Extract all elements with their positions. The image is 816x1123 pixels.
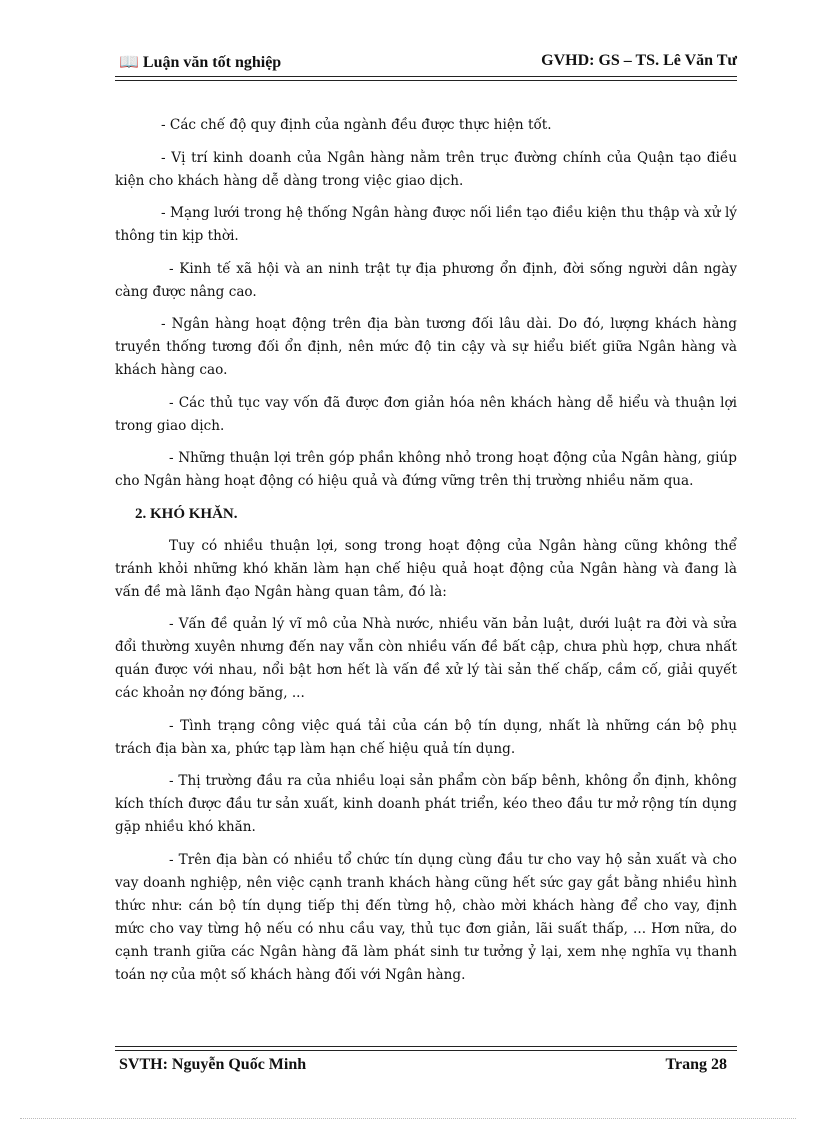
paragraph: - Thị trường đầu ra của nhiều loại sản phẩm còn bấp bênh, không ổn định, không kích thích được đầu tư sản xuất, kinh doanh phát triển, kéo theo đầu tư mở rộng tín dụng gặp nhiều khó khăn. xyxy=(115,773,737,835)
section-heading: 2. KHÓ KHĂN. xyxy=(135,505,238,522)
paragraph: - Vị trí kinh doanh của Ngân hàng nằm trên trục đường chính của Quận tạo điều kiện cho khách hàng dễ dàng trong việc giao dịch. xyxy=(115,149,737,189)
paragraph: - Tình trạng công việc quá tải của cán bộ tín dụng, nhất là những cán bộ phụ trách địa bàn xa, phức tạp làm hạn chế hiệu quả tín dụng. xyxy=(115,717,737,757)
page-body xyxy=(115,114,737,996)
paragraph: - Các chế độ quy định của ngành đều được thực hiện tốt. xyxy=(161,117,552,133)
header-title: Luận văn tốt nghiệp xyxy=(142,54,282,71)
footer-author: SVTH: Nguyễn Quốc Minh xyxy=(119,1056,307,1073)
header-rule-thick xyxy=(115,76,737,77)
paragraph: - Vấn đề quản lý vĩ mô của Nhà nước, nhiều văn bản luật, dưới luật ra đời và sửa đổi thường xuyên nhưng đến nay vẫn còn nhiều vấn đề bất cập, chưa phù hợp, chưa nhất quán được với nhau, nổi bật hơn hết là vấn đề xử lý tài sản thế chấp, cầm cố, giải quyết các khoản nợ đóng băng, ... xyxy=(115,616,737,701)
page-header xyxy=(115,52,737,72)
paragraph: - Các thủ tục vay vốn đã được đơn giản hóa nên khách hàng dễ hiểu và thuận lợi trong giao dịch. xyxy=(115,394,737,434)
header-left xyxy=(119,52,281,72)
page-footer xyxy=(115,1056,737,1078)
paragraph: - Ngân hàng hoạt động trên địa bàn tương đối lâu dài. Do đó, lượng khách hàng truyền thống tương đối ổn định, nên mức độ tin cậy và sự hiểu biết giữa Ngân hàng và khách hàng cao. xyxy=(115,316,737,378)
paragraph: - Kinh tế xã hội và an ninh trật tự địa phương ổn định, đời sống người dân ngày càng được nâng cao. xyxy=(115,260,737,300)
footer-rule-thin xyxy=(115,1050,737,1051)
page-edge-divider xyxy=(20,1118,796,1119)
paragraph: - Mạng lưới trong hệ thống Ngân hàng được nối liền tạo điều kiện thu thập và xử lý thông tin kịp thời. xyxy=(115,205,737,244)
header-rule-thin xyxy=(115,80,737,81)
header-advisor: GVHD: GS – TS. Lê Văn Tư xyxy=(541,52,737,69)
book-icon: 📖 xyxy=(119,54,139,71)
footer-rule-thick xyxy=(115,1046,737,1047)
paragraph: - Trên địa bàn có nhiều tổ chức tín dụng cùng đầu tư cho vay hộ sản xuất và cho vay doanh nghiệp, nên việc cạnh tranh khách hàng cũng hết sức gay gắt bằng nhiều hình thức như: cán bộ tín dụng tiếp thị đến từng hộ, chào mời khách hàng để cho vay, định mức cho vay từng hộ nếu có nhu cầu vay, thủ tục đơn giản, lãi suất thấp, ... Hơn nữa, do cạnh tranh giữa các Ngân hàng đã làm phát sinh tư tưởng ỷ lại, xem nhẹ nghĩa vụ thanh toán nợ của một số khách hàng đối với Ngân hàng. xyxy=(115,851,737,983)
page-number: Trang 28 xyxy=(665,1056,727,1073)
paragraph: Tuy có nhiều thuận lợi, song trong hoạt động của Ngân hàng cũng không thể tránh khỏi những khó khăn làm hạn chế hiệu quả hoạt động của Ngân hàng và đang là vấn đề mà lãnh đạo Ngân hàng quan tâm, đó là: xyxy=(115,537,737,600)
paragraph: - Những thuận lợi trên góp phần không nhỏ trong hoạt động của Ngân hàng, giúp cho Ngân hàng hoạt động có hiệu quả và đứng vững trên thị trường nhiều năm qua. xyxy=(115,450,737,489)
